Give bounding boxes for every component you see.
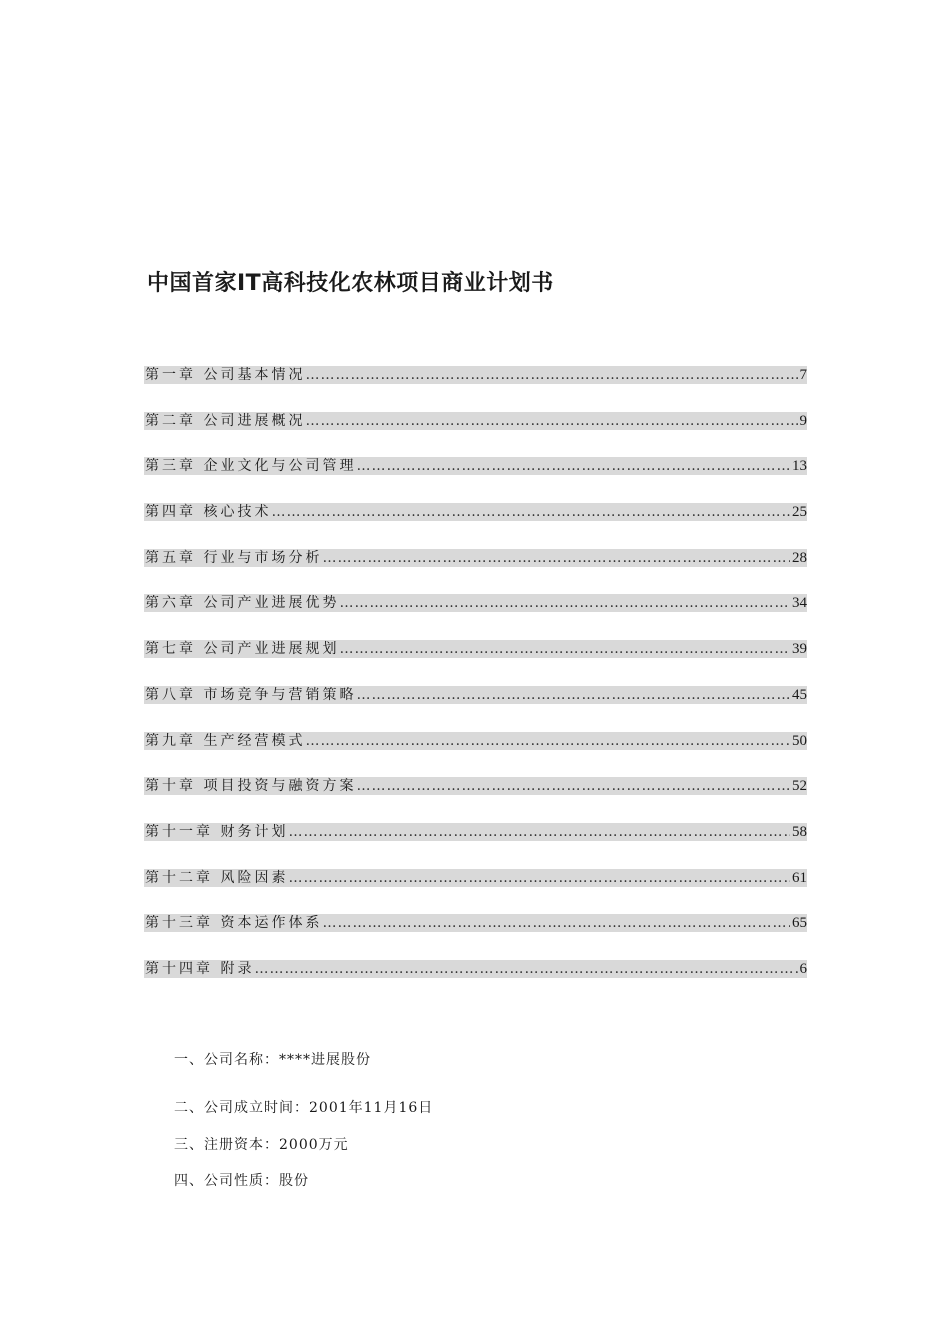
toc-entry-label: 第一章 公司基本情况 — [145, 367, 306, 383]
toc-entry[interactable] — [144, 640, 807, 658]
toc-entry-page: 7 — [799, 367, 807, 383]
company-name-line: 一、公司名称：****进展股份 — [174, 1052, 371, 1068]
toc-leader-dots — [288, 823, 790, 841]
toc-entry-label: 第二章 公司进展概况 — [145, 412, 306, 429]
toc-entry-page: 28 — [792, 549, 807, 566]
toc-entry[interactable] — [144, 823, 807, 841]
toc-entry[interactable] — [144, 503, 807, 521]
toc-entry-label: 第八章 市场竞争与营销策略 — [145, 686, 357, 703]
toc-entry-label: 第五章 行业与市场分析 — [145, 549, 323, 566]
toc-entry[interactable] — [144, 594, 807, 612]
toc-entry[interactable] — [144, 914, 807, 932]
toc-entry[interactable] — [144, 732, 807, 750]
toc-entry-label: 第六章 公司产业进展优势 — [145, 595, 340, 612]
document-title: 中国首家IT高科技化农林项目商业计划书 — [147, 271, 554, 296]
toc-leader-dots — [356, 777, 790, 795]
toc-leader-dots — [322, 914, 790, 932]
toc-leader-dots — [356, 457, 790, 475]
toc-leader-dots — [322, 549, 790, 567]
toc-entry-page: 61 — [792, 869, 807, 886]
toc-entry-label: 第十一章 财务计划 — [145, 823, 289, 840]
registered-capital-line: 三、注册资本：2000万元 — [174, 1137, 349, 1153]
toc-entry-page: 65 — [792, 915, 807, 932]
toc-entry-page: 45 — [792, 686, 807, 703]
toc-entry-page: 25 — [792, 504, 807, 521]
toc-entry-page: 58 — [792, 823, 807, 840]
toc-leader-dots — [339, 594, 790, 612]
toc-entry[interactable] — [144, 777, 807, 795]
toc-entry[interactable] — [144, 960, 807, 978]
toc-entry-page: 39 — [792, 641, 807, 658]
toc-entry-label: 第三章 企业文化与公司管理 — [145, 458, 357, 475]
toc-entry-label: 第七章 公司产业进展规划 — [145, 641, 340, 658]
toc-entry-label: 第九章 生产经营模式 — [145, 732, 306, 749]
toc-entry-label: 第十四章 附录 — [145, 960, 255, 977]
toc-entry-page: 9 — [799, 412, 807, 429]
toc-entry-page: 52 — [792, 778, 807, 795]
table-of-contents — [144, 366, 807, 1006]
toc-leader-dots — [305, 412, 797, 430]
toc-leader-dots — [356, 686, 790, 704]
company-type-line: 四、公司性质：股份 — [174, 1173, 309, 1189]
company-founded-line: 二、公司成立时间：2001年11月16日 — [174, 1100, 434, 1116]
toc-entry-page: 13 — [792, 458, 807, 475]
toc-leader-dots — [254, 960, 797, 978]
toc-entry-label: 第十二章 风险因素 — [145, 869, 289, 886]
toc-entry-label: 第四章 核心技术 — [145, 504, 272, 521]
toc-entry[interactable] — [144, 457, 807, 475]
toc-entry-label: 第十三章 资本运作体系 — [145, 915, 323, 932]
toc-entry[interactable] — [144, 686, 807, 704]
toc-entry-label: 第十章 项目投资与融资方案 — [145, 778, 357, 795]
toc-leader-dots — [305, 732, 790, 750]
toc-leader-dots — [271, 503, 790, 521]
toc-entry[interactable] — [144, 549, 807, 567]
toc-entry-page: 34 — [792, 595, 807, 612]
toc-leader-dots — [305, 366, 797, 384]
toc-leader-dots — [288, 869, 790, 887]
toc-entry-page: 6 — [799, 960, 807, 977]
toc-entry[interactable] — [144, 869, 807, 887]
toc-entry-page: 50 — [792, 732, 807, 749]
toc-leader-dots — [339, 640, 790, 658]
toc-entry[interactable] — [144, 412, 807, 430]
toc-entry[interactable] — [144, 366, 807, 384]
